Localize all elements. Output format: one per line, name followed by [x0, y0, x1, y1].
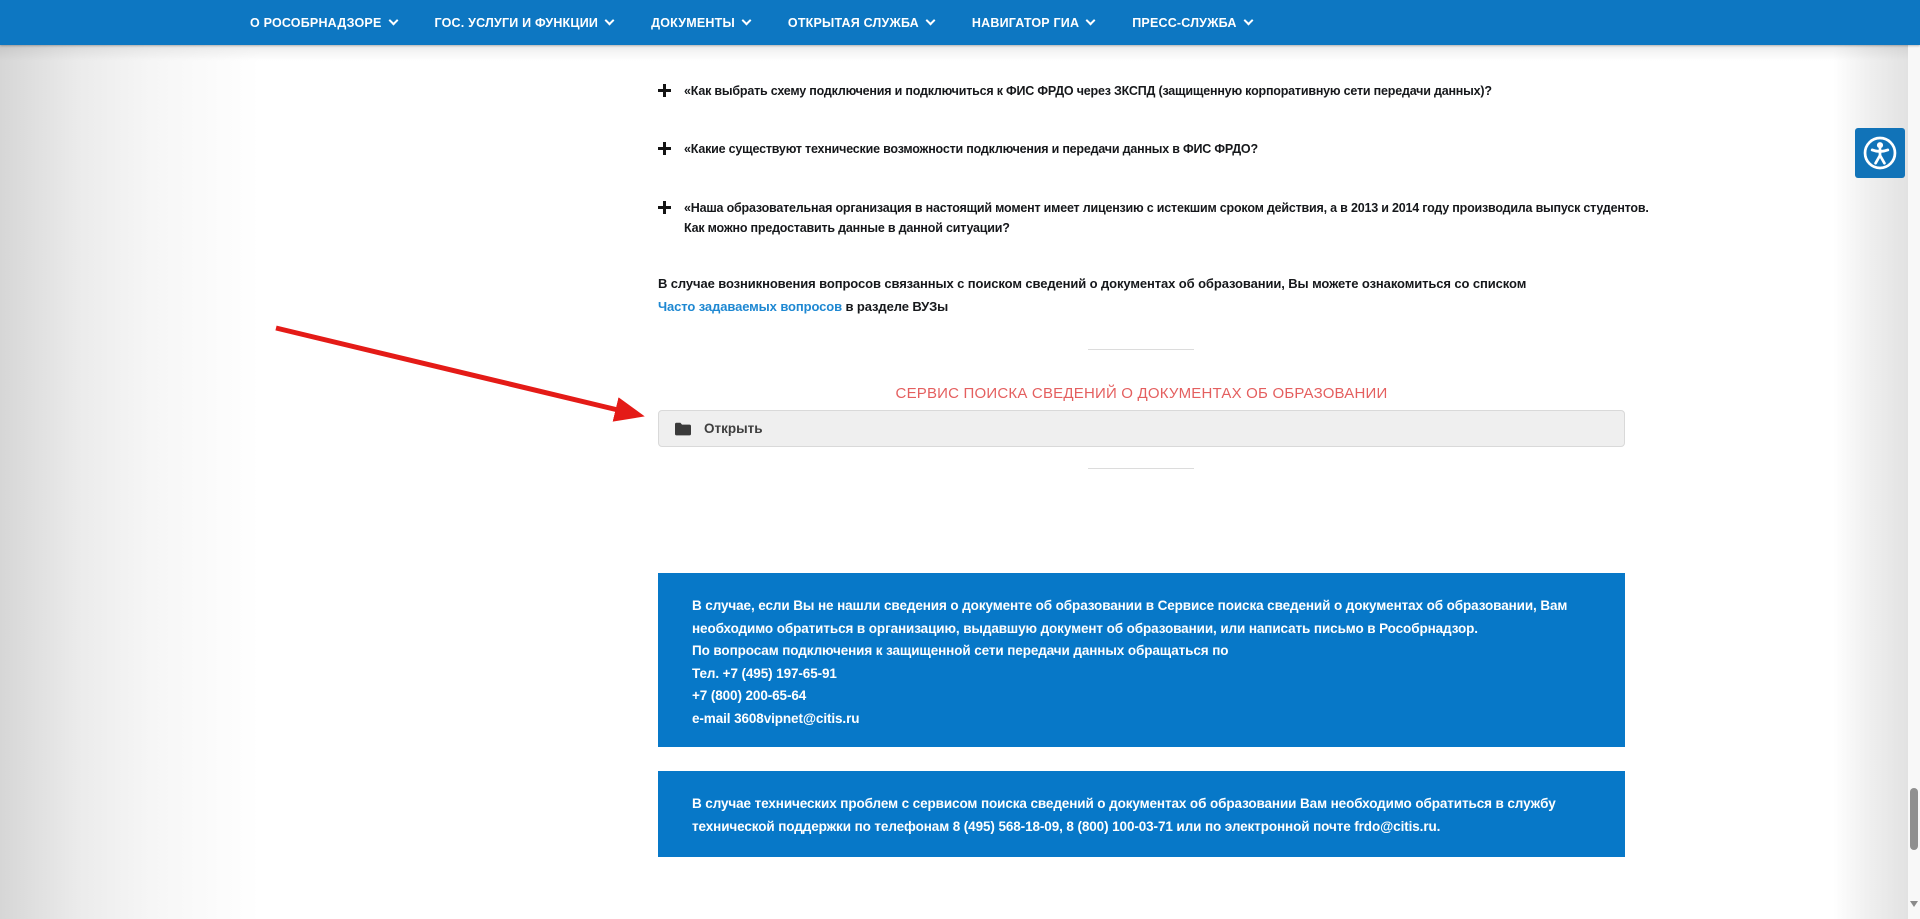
- open-service-accordion[interactable]: [658, 410, 1625, 447]
- faq-question-text-line1: «Наша образовательная организация в настоящий момент имеет лицензию с истекшим сроком действия, а в 2013 и 2014 году производила выпуск студентов.: [684, 201, 1649, 215]
- intro-paragraph: [658, 272, 1625, 318]
- info-line: По вопросам подключения к защищенной сети передачи данных обращаться по: [692, 643, 1229, 658]
- nav-item-label: ПРЕСС-СЛУЖБА: [1132, 15, 1237, 30]
- info-line: В случае, если Вы не нашли сведения о документе об образовании в Сервисе поиска сведений о документах об образовании, Вам: [692, 598, 1568, 613]
- nav-item-rosobrnadzor[interactable]: [250, 16, 397, 30]
- nav-item-label: НАВИГАТОР ГИА: [971, 15, 1080, 30]
- chevron-down-icon: [1243, 16, 1253, 26]
- plus-icon: [658, 142, 671, 155]
- chevron-down-icon: [388, 16, 398, 26]
- scrollbar[interactable]: [1908, 45, 1920, 919]
- faq-question-text-line2: Как можно предоставить данные в данной ситуации?: [684, 221, 1010, 235]
- scroll-down-arrow[interactable]: [1910, 901, 1918, 907]
- faq-section-link[interactable]: Часто задаваемых вопросов: [658, 299, 843, 314]
- nav-item-dokumenty[interactable]: [651, 16, 750, 30]
- info-box-contacts: [658, 573, 1625, 747]
- info-box-tech-support: [658, 771, 1625, 857]
- support-line: В случае технических проблем с сервисом поиска сведений о документах об образовании Вам необходимо обратиться в службу: [692, 796, 1556, 811]
- chevron-down-icon: [1086, 16, 1096, 26]
- divider: [1088, 468, 1194, 469]
- nav-shadow: [0, 45, 1908, 61]
- divider: [1088, 349, 1194, 350]
- faq-item-technical-options[interactable]: [658, 139, 1658, 159]
- support-line: технической поддержки по телефонам 8 (495) 568-18-09, 8 (800) 100-03-71 или по электронной почте frdo@citis.ru.: [692, 818, 1441, 834]
- accessibility-button[interactable]: [1855, 128, 1905, 178]
- chevron-down-icon: [605, 16, 615, 26]
- chevron-down-icon: [741, 16, 751, 26]
- open-button-label: Открыть: [704, 421, 763, 436]
- service-search-heading: СЕРВИС ПОИСКА СВЕДЕНИЙ О ДОКУМЕНТАХ ОБ ОБРАЗОВАНИИ: [895, 385, 1388, 402]
- info-email: e-mail 3608vipnet@citis.ru: [692, 710, 860, 726]
- nav-item-navigator-gia[interactable]: [972, 16, 1094, 30]
- intro-line1: В случае возникновения вопросов связанных с поиском сведений о документах об образовании, Вы можете ознакомиться со списком: [658, 276, 1527, 291]
- folder-icon: [675, 422, 691, 436]
- info-line: необходимо обратиться в организацию, выдавшую документ об образовании, или написать письмо в Рособрнадзор.: [692, 620, 1478, 636]
- nav-item-label: О РОСОБРНАДЗОРЕ: [250, 15, 382, 30]
- nav-item-otkrytaya-sluzhba[interactable]: [788, 16, 934, 30]
- red-arrow-annotation: [250, 300, 670, 440]
- faq-item-connection-scheme[interactable]: [658, 81, 1658, 101]
- faq-item-expired-license[interactable]: [658, 198, 1658, 238]
- scrollbar-thumb[interactable]: [1910, 788, 1918, 850]
- faq-question-text: «Какие существуют технические возможности подключения и передачи данных в ФИС ФРДО?: [684, 142, 1258, 156]
- plus-icon: [658, 84, 671, 97]
- chevron-down-icon: [925, 16, 935, 26]
- plus-icon: [658, 201, 671, 214]
- nav-item-label: ОТКРЫТАЯ СЛУЖБА: [787, 15, 919, 30]
- nav-item-label: ДОКУМЕНТЫ: [651, 15, 735, 30]
- nav-item-label: ГОС. УСЛУГИ И ФУНКЦИИ: [434, 15, 599, 30]
- page-gutter-left: [0, 45, 260, 919]
- accessibility-icon: [1863, 136, 1897, 170]
- faq-question-text: «Как выбрать схему подключения и подключиться к ФИС ФРДО через ЗКСПД (защищенную корпоративную сети передачи данных)?: [684, 84, 1492, 98]
- main-navbar: [0, 0, 1920, 45]
- nav-item-press-sluzhba[interactable]: [1132, 16, 1251, 30]
- nav-item-gos-uslugi[interactable]: [435, 16, 614, 30]
- info-phone-2: +7 (800) 200-65-64: [692, 688, 807, 703]
- info-phone-1: Тел. +7 (495) 197-65-91: [692, 665, 837, 681]
- intro-line2-rest: в разделе ВУЗы: [842, 299, 949, 314]
